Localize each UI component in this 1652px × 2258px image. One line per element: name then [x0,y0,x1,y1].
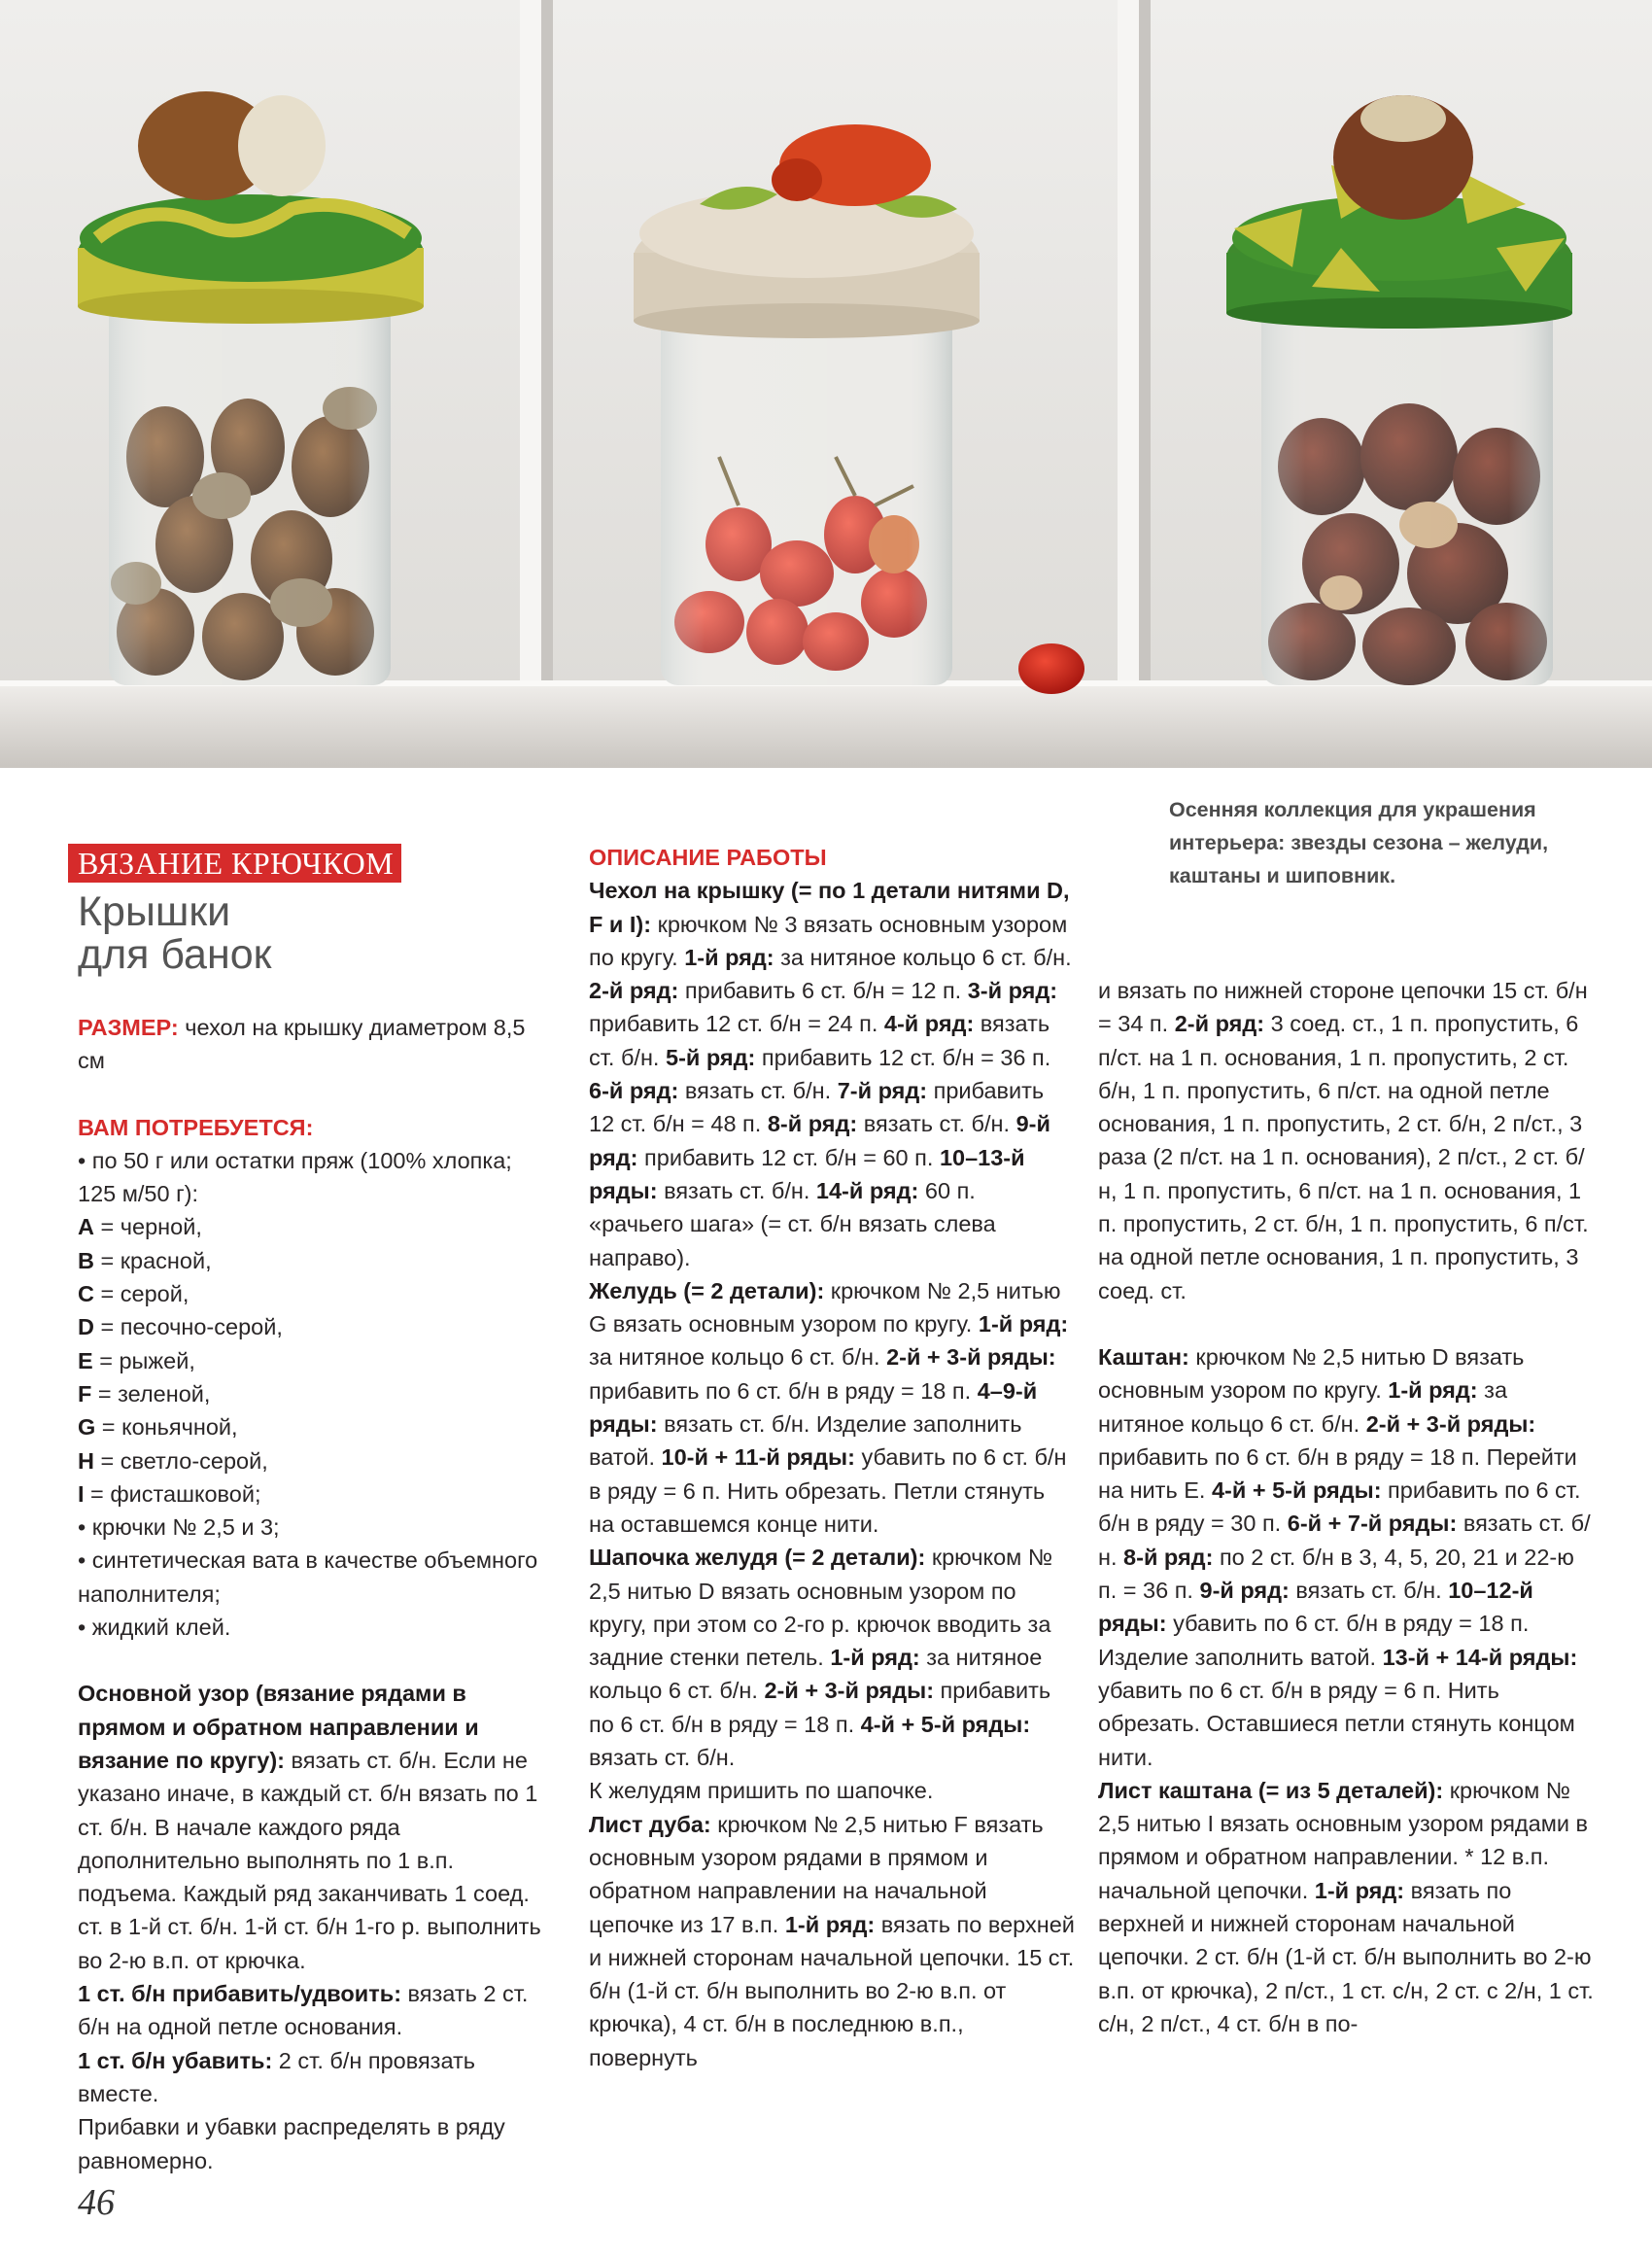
basic-decrease: 1 ст. б/н убавить: 2 ст. б/н провязать вместе. [78,2047,476,2106]
materials-hooks: • крючки № 2,5 и 3; [78,1514,280,1541]
color-i: I = фисташковой; [78,1480,261,1507]
column-1 [78,1011,544,2177]
color-a: A = черной, [78,1214,202,1240]
oak-leaf-instructions: Лист дуба: крючком № 2,5 нитью F вязать основным узором рядами в прямом и обратном направлении на начальной цепочке из 17 в.п. 1-й ряд: вязать по верхней и нижней сторонам начальной цепочки. 15 ст. б/н (1-й ст. б/н выполнить во 2-ю в.п. от крючка), 4 ст. б/н в последнюю в.п., повернуть [589,1811,1075,2070]
work-heading: ОПИСАНИЕ РАБОТЫ [589,845,827,870]
chestnut-leaf-instructions: Лист каштана (= из 5 деталей): крючком № 2,5 нитью I вязать основным узором рядами в прямом и обратном направлении. * 12 в.п. начальной цепочки. 1-й ряд: вязать по верхней и нижней сторонам начальной цепочки. 2 ст. б/н (1-й ст. б/н выполнить во 2-ю в.п. от крючка), 2 п/ст., 1 ст. с/н, 2 ст. с 2/н, 1 ст. с/н, 2 п/ст., 4 ст. б/н в по- [1098,1777,1594,2036]
page-number: 46 [78,2182,115,2223]
color-c: C = серой, [78,1281,189,1307]
title-line-1: Крышки [78,888,231,935]
color-h: H = светло-серой, [78,1447,268,1474]
photo-caption: Осенняя коллекция для украшения интерьера: звезды сезона – желуди, каштаны и шиповник. [1169,798,1549,887]
materials-filling: • синтетическая вата в качестве объемного наполнителя; [78,1547,538,1607]
oak-leaf-continued: и вязать по нижней стороне цепочки 15 ст. б/н = 34 п. 2-й ряд: 3 соед. ст., 1 п. пропустить, 6 п/ст. на 1 п. основания, 1 п. пропустить, 2 ст. б/н, 1 п. пропустить, 6 п/ст. на одной петле основания, 1 п. пропустить, 2 ст. б/н, 2 п/ст., 3 раза (2 п/ст. на 1 п. основания), 2 п/ст., 2 ст. б/н, 1 п. пропустить, 6 п/ст. на 1 п. основания, 1 п. пропустить, 2 ст. б/н, 1 п. пропустить, 6 п/ст. на одной петле основания, 1 п. пропустить, 3 соед. ст. [1098,978,1589,1303]
color-e: E = рыжей, [78,1347,195,1373]
color-f: F = зеленой, [78,1380,211,1407]
size-paragraph: РАЗМЕР: чехол на крышку диаметром 8,5 см [78,1015,526,1074]
photo-jars [0,0,1652,768]
basic-note: Прибавки и убавки распределять в ряду равномерно. [78,2114,505,2173]
acorn-cap-instructions: Шапочка желудя (= 2 детали): крючком № 2,5 нитью D вязать основным узором по кругу, при этом со 2-го р. крючок вводить за задние стенки петель. 1-й ряд: за нитяное кольцо 6 ст. б/н. 2-й + 3-й ряды: прибавить по 6 ст. б/н в ряду = 18 п. 4-й + 5-й ряды: вязать ст. б/н. [589,1545,1053,1771]
chestnut-instructions: Каштан: крючком № 2,5 нитью D вязать основным узором по кругу. 1-й ряд: за нитяное кольцо 6 ст. б/н. 2-й + 3-й ряды: прибавить по 6 ст. б/н в ряду = 18 п. Перейти на нить E. 4-й + 5-й ряды: прибавить по 6 ст. б/н в ряду = 30 п. 6-й + 7-й ряды: вязать ст. б/н. 8-й ряд: по 2 ст. б/н в 3, 4, 5, 20, 21 и 22-ю п. = 36 п. 9-й ряд: вязать ст. б/н. 10–12-й ряды: убавить по 6 ст. б/н в ряду = 18 п. Изделие заполнить ватой. 13-й + 14-й ряды: убавить по 6 ст. б/н в ряду = 6 п. Нить обрезать. Оставшиеся петли стянуть концом нити. [1098,1343,1591,1770]
color-g: G = коньячной, [78,1414,238,1441]
basic-pattern: Основной узор (вязание рядами в прямом и обратном направлении и вязание по кругу): вязать ст. б/н. Если не указано иначе, в каждый ст. б/н вязать по 1 ст. б/н. В начале каждого ряда дополнительно выполнять по 1 в.п. подъема. Каждый ряд заканчивать 1 соед. ст. в 1-й ст. б/н. 1-й ст. б/н 1-го р. выполнить во 2-ю в.п. от крючка. [78,1681,541,1973]
acorn-instructions: Желудь (= 2 детали): крючком № 2,5 нитью G вязать основным узором по кругу. 1-й ряд: за нитяное кольцо 6 ст. б/н. 2-й + 3-й ряды: прибавить по 6 ст. б/н в ряду = 18 п. 4–9-й ряды: вязать ст. б/н. Изделие заполнить ватой. 10-й + 11-й ряды: убавить по 6 ст. б/н в ряду = 6 п. Нить обрезать. Петли стянуть на оставшемся конце нити. [589,1277,1069,1537]
materials-yarn: • по 50 г или остатки пряж (100% хлопка; 125 м/50 г): [78,1147,512,1207]
acorn-cap-note: К желудям пришить по шапочке. [589,1778,934,1804]
materials-heading: ВАМ ПОТРЕБУЕТСЯ: [78,1114,314,1140]
article-title [78,890,271,976]
materials-glue: • жидкий клей. [78,1615,231,1641]
column-3 [1098,974,1594,2040]
color-b: B = красной, [78,1247,212,1273]
title-line-2: для банок [78,931,272,978]
cover-instructions: Чехол на крышку (= по 1 детали нитями D, F и I): крючком № 3 вязать основным узором по кругу. 1-й ряд: за нитяное кольцо 6 ст. б/н. 2-й ряд: прибавить 6 ст. б/н = 12 п. 3-й ряд: прибавить 12 ст. б/н = 24 п. 4-й ряд: вязать ст. б/н. 5-й ряд: прибавить 12 ст. б/н = 36 п. 6-й ряд: вязать ст. б/н. 7-й ряд: прибавить 12 ст. б/н = 48 п. 8-й ряд: вязать ст. б/н. 9-й ряд: прибавить 12 ст. б/н = 60 п. 10–13-й ряды: вязать ст. б/н. 14-й ряд: 60 п. «рачьего шага» (= ст. б/н вязать слева направо). [589,878,1072,1270]
basic-increase: 1 ст. б/н прибавить/удвоить: вязать 2 ст. б/н на одной петле основания. [78,1981,529,2040]
column-2 [589,841,1075,2074]
color-d: D = песочно-серой, [78,1314,283,1340]
section-rubric: ВЯЗАНИЕ КРЮЧКОМ [68,844,401,883]
